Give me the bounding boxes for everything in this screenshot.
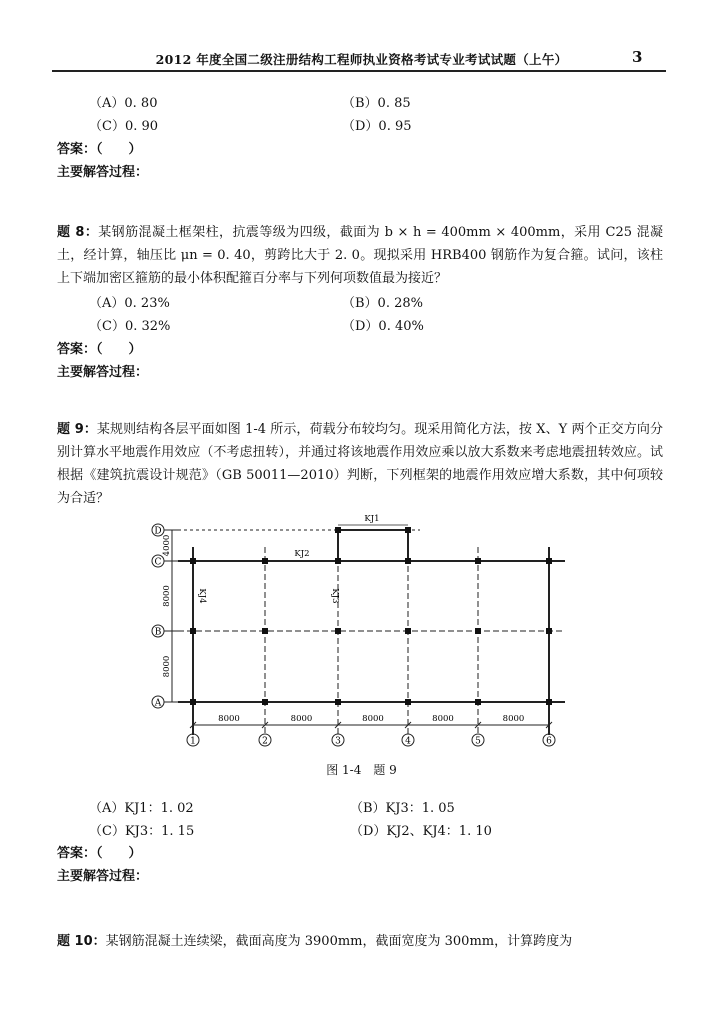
column-B5 <box>475 628 481 634</box>
column-C2 <box>262 558 268 564</box>
col-axis-label-5: 5 <box>475 736 481 747</box>
column-B6 <box>546 628 552 634</box>
q10-text: 某钢筋混凝土连续梁，截面高度为 3900mm，截面宽度为 300mm，计算跨度为 <box>105 934 573 949</box>
col-axis-label-1: 1 <box>190 736 196 747</box>
row-dimension-2: 8000 <box>162 585 172 607</box>
q7-option-b: （B）0. 85 <box>342 96 411 111</box>
q8-number: 题 8： <box>57 225 99 240</box>
q9-option-b: （B）KJ3：1. 05 <box>350 801 455 816</box>
row-axis-label-C: C <box>154 557 162 568</box>
col-dimension-3: 8000 <box>362 714 384 724</box>
column-A3 <box>335 699 341 705</box>
q9-number: 题 9： <box>57 422 97 437</box>
q7-option-c: （C）0. 90 <box>89 119 159 134</box>
q9-answer: 答案：（ ） <box>57 846 142 861</box>
col-axis-label-6: 6 <box>546 736 552 747</box>
col-dimension-5: 8000 <box>502 714 525 724</box>
column-B1 <box>190 628 196 634</box>
column-A6 <box>546 699 552 705</box>
column-C5 <box>475 558 481 564</box>
column-A4 <box>405 699 411 705</box>
column-C6 <box>546 558 552 564</box>
column-D3 <box>335 527 341 533</box>
q8-option-a: （A）0. 23% <box>89 296 170 311</box>
q9-process: 主要解答过程： <box>57 869 149 884</box>
page-number: 3 <box>632 48 643 66</box>
q8-process: 主要解答过程： <box>57 365 149 380</box>
q7-option-d: （D）0. 95 <box>342 119 412 134</box>
row-axis-label-A: A <box>154 698 162 709</box>
row-dimension-1: 4000 <box>162 534 172 557</box>
q8-option-d: （D）0. 40% <box>342 319 424 334</box>
q9-option-c: （C）KJ3：1. 15 <box>89 824 195 839</box>
q8-option-c: （C）0. 32% <box>89 319 171 334</box>
column-C1 <box>190 558 196 564</box>
row-dimension-3: 8000 <box>162 655 172 678</box>
column-B3 <box>335 628 341 634</box>
column-A2 <box>262 699 268 705</box>
col-axis-label-3: 3 <box>335 736 341 747</box>
column-C4 <box>405 558 411 564</box>
page-header-title: 2012 年度全国二级注册结构工程师执业资格考试专业考试试题（上午） <box>155 52 568 67</box>
q9-option-d: （D）KJ2、KJ4：1. 10 <box>350 824 492 839</box>
column-A1 <box>190 699 196 705</box>
q10-stem <box>57 930 663 953</box>
q9-option-a: （A）KJ1：1. 02 <box>89 801 194 816</box>
q7-option-a: （A）0. 80 <box>89 96 158 111</box>
q8-text: 某钢筋混凝土框架柱，抗震等级为四级，截面为 b × h = 400mm × 400mm，采用 C25 混凝土，经计算，轴压比 μn = 0. 40，剪跨比大于 2. 0。现拟采用 HRB400 钢筋作为复合箍。试问，该柱上下端加密区箍筋的最小体积配箍百分率与下列何项数值最为接近？ <box>57 225 663 286</box>
col-axis-label-4: 4 <box>405 736 411 747</box>
column-A5 <box>475 699 481 705</box>
q7-process: 主要解答过程： <box>57 165 149 180</box>
frame-label-kj2: KJ2 <box>294 549 310 559</box>
col-axis-label-2: 2 <box>262 736 268 747</box>
column-D4 <box>405 527 411 533</box>
col-dimension-4: 8000 <box>432 714 454 724</box>
col-dimension-1: 8000 <box>218 714 240 724</box>
col-dimension-2: 8000 <box>290 714 313 724</box>
q9-text: 某规则结构各层平面如图 1-4 所示，荷载分布较均匀。现采用简化方法，按 X、Y 两个正交方向分别计算水平地震作用效应（不考虑扭转），并通过将该地震作用效应乘以放大系数来考虑地震扭转效应。试根据《建筑抗震设计规范》（GB 50011—2010）判断，下列框架的地震作用效应增大系数，其中何项较为合适？ <box>57 422 663 506</box>
q8-option-b: （B）0. 28% <box>342 296 423 311</box>
column-C3 <box>335 558 341 564</box>
column-B2 <box>262 628 268 634</box>
frame-label-kj3: KJ3 <box>330 588 340 604</box>
q8-answer: 答案：（ ） <box>57 342 142 357</box>
q10-number: 题 10： <box>57 934 106 949</box>
column-B4 <box>405 628 411 634</box>
q7-answer: 答案：（ ） <box>57 142 142 157</box>
figure-caption: 图 1-4 题 9 <box>326 763 397 777</box>
frame-label-kj4: KJ4 <box>197 588 207 604</box>
frame-label-kj1: KJ1 <box>364 514 380 524</box>
row-axis-label-B: B <box>154 627 162 638</box>
row-axis-label-D: D <box>154 526 162 537</box>
